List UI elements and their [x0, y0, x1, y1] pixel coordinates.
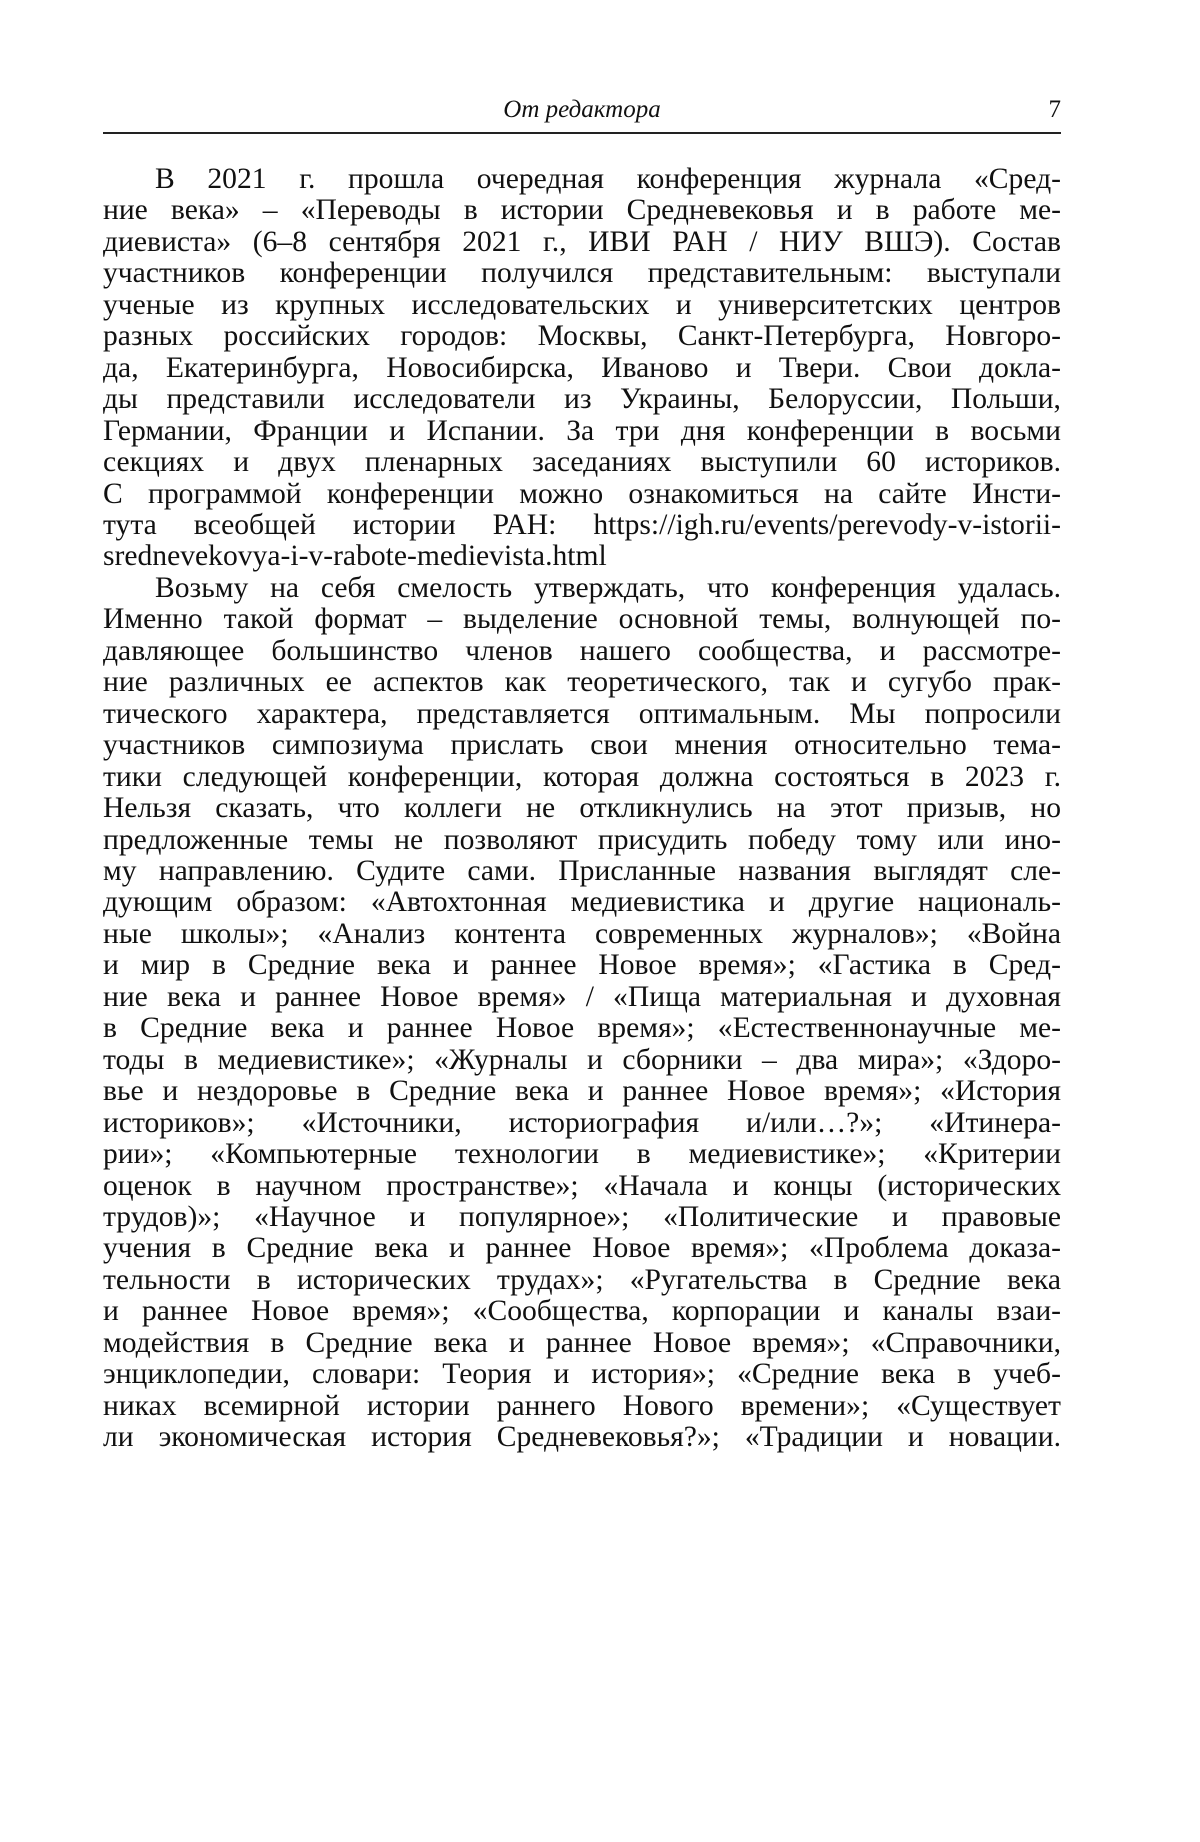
- text-line: Именно такой формат – выделение основной темы, волнующей по-: [103, 603, 1061, 636]
- text-line: вье и нездоровье в Средние века и раннее Новое время»; «История: [103, 1075, 1061, 1108]
- page-number: 7: [1048, 96, 1061, 123]
- text-line: тута всеобщей истории РАН: https://igh.ru/events/perevody-v-istorii-: [103, 508, 1062, 541]
- text-line: srednevekovya-i-v-rabote-medievista.html: [103, 540, 607, 573]
- text-line: дующим образом: «Автохтонная медиевистика и другие националь-: [103, 886, 1061, 919]
- text-line: историков»; «Источники, историография и/или…?»; «Итинера-: [103, 1106, 1061, 1139]
- text-line: да, Екатеринбурга, Новосибирска, Иваново и Твери. Свои докла-: [103, 351, 1062, 384]
- text-line: давляющее большинство членов нашего сообщества, и рассмотре-: [103, 634, 1061, 667]
- text-line: тельности в исторических трудах»; «Ругательства в Средние века: [103, 1263, 1061, 1296]
- text-line: энциклопедии, словари: Теория и история»; «Средние века в учеб-: [103, 1358, 1061, 1391]
- text-line: ние различных ее аспектов как теоретического, так и сугубо прак-: [103, 666, 1061, 699]
- text-line: В 2021 г. прошла очередная конференция журнала «Сред-: [155, 163, 1061, 195]
- text-line: модействия в Средние века и раннее Новое время»; «Справочники,: [103, 1326, 1061, 1359]
- running-head: [103, 92, 1061, 134]
- text-line: ли экономическая история Средневековья?»; «Традиции и новации.: [103, 1421, 1062, 1454]
- text-line: ные школы»; «Анализ контента современных журналов»; «Война: [103, 917, 1061, 950]
- document-page: [103, 92, 1061, 1454]
- text-line: в Средние века и раннее Новое время»; «Естественнонаучные ме-: [103, 1012, 1062, 1045]
- text-line: тики следующей конференции, которая должна состояться в 2023 г.: [103, 760, 1061, 793]
- text-line: никах всемирной истории раннего Нового времени»; «Существует: [103, 1389, 1061, 1422]
- text-line: рии»; «Компьютерные технологии в медиевистике»; «Критерии: [103, 1138, 1061, 1171]
- text-line: участников конференции получился представительным: выступали: [103, 257, 1062, 290]
- text-line: тического характера, представляется оптимальным. Мы попросили: [103, 697, 1061, 730]
- text-line: ние века и раннее Новое время» / «Пища материальная и духовная: [103, 980, 1061, 1013]
- text-line: Германии, Франции и Испании. За три дня конференции в восьми: [103, 414, 1061, 447]
- text-line: му направлению. Судите сами. Присланные названия выглядят сле-: [103, 854, 1062, 887]
- running-title: От редактора: [503, 96, 661, 123]
- text-line: оценок в научном пространстве»; «Начала и концы (исторических: [103, 1169, 1062, 1202]
- text-line: предложенные темы не позволяют присудить победу тому или ино-: [103, 823, 1061, 856]
- text-line: трудов)»; «Научное и популярное»; «Политические и правовые: [103, 1200, 1061, 1233]
- text-line: и раннее Новое время»; «Сообщества, корпорации и каналы взаи-: [103, 1295, 1062, 1328]
- text-line: участников симпозиума прислать свои мнения относительно тема-: [103, 729, 1062, 762]
- text-line: С программой конференции можно ознакомиться на сайте Инсти-: [103, 477, 1062, 510]
- text-line: ды представили исследователи из Украины, Белоруссии, Польши,: [103, 383, 1061, 416]
- text-line: ученые из крупных исследовательских и университетских центров: [103, 288, 1061, 321]
- paragraph-1: [103, 164, 1061, 573]
- text-line: диевиста» (6–8 сентября 2021 г., ИВИ РАН / НИУ ВШЭ). Состав: [103, 225, 1062, 258]
- text-line: Нельзя сказать, что коллеги не откликнулись на этот призыв, но: [103, 792, 1062, 825]
- paragraph-2: [103, 573, 1061, 1454]
- body-text: [103, 164, 1061, 1454]
- text-line: учения в Средние века и раннее Новое время»; «Проблема доказа-: [103, 1232, 1061, 1265]
- text-line: Возьму на себя смелость утверждать, что конференция удалась.: [155, 571, 1062, 604]
- text-line: тоды в медиевистике»; «Журналы и сборники – два мира»; «Здоро-: [103, 1043, 1062, 1076]
- text-line: секциях и двух пленарных заседаниях выступили 60 историков.: [103, 446, 1062, 479]
- text-line: ние века» – «Переводы в истории Средневековья и в работе ме-: [103, 194, 1062, 227]
- text-line: разных российских городов: Москвы, Санкт-Петербурга, Новгоро-: [103, 320, 1062, 353]
- text-line: и мир в Средние века и раннее Новое время»; «Гастика в Сред-: [103, 949, 1061, 982]
